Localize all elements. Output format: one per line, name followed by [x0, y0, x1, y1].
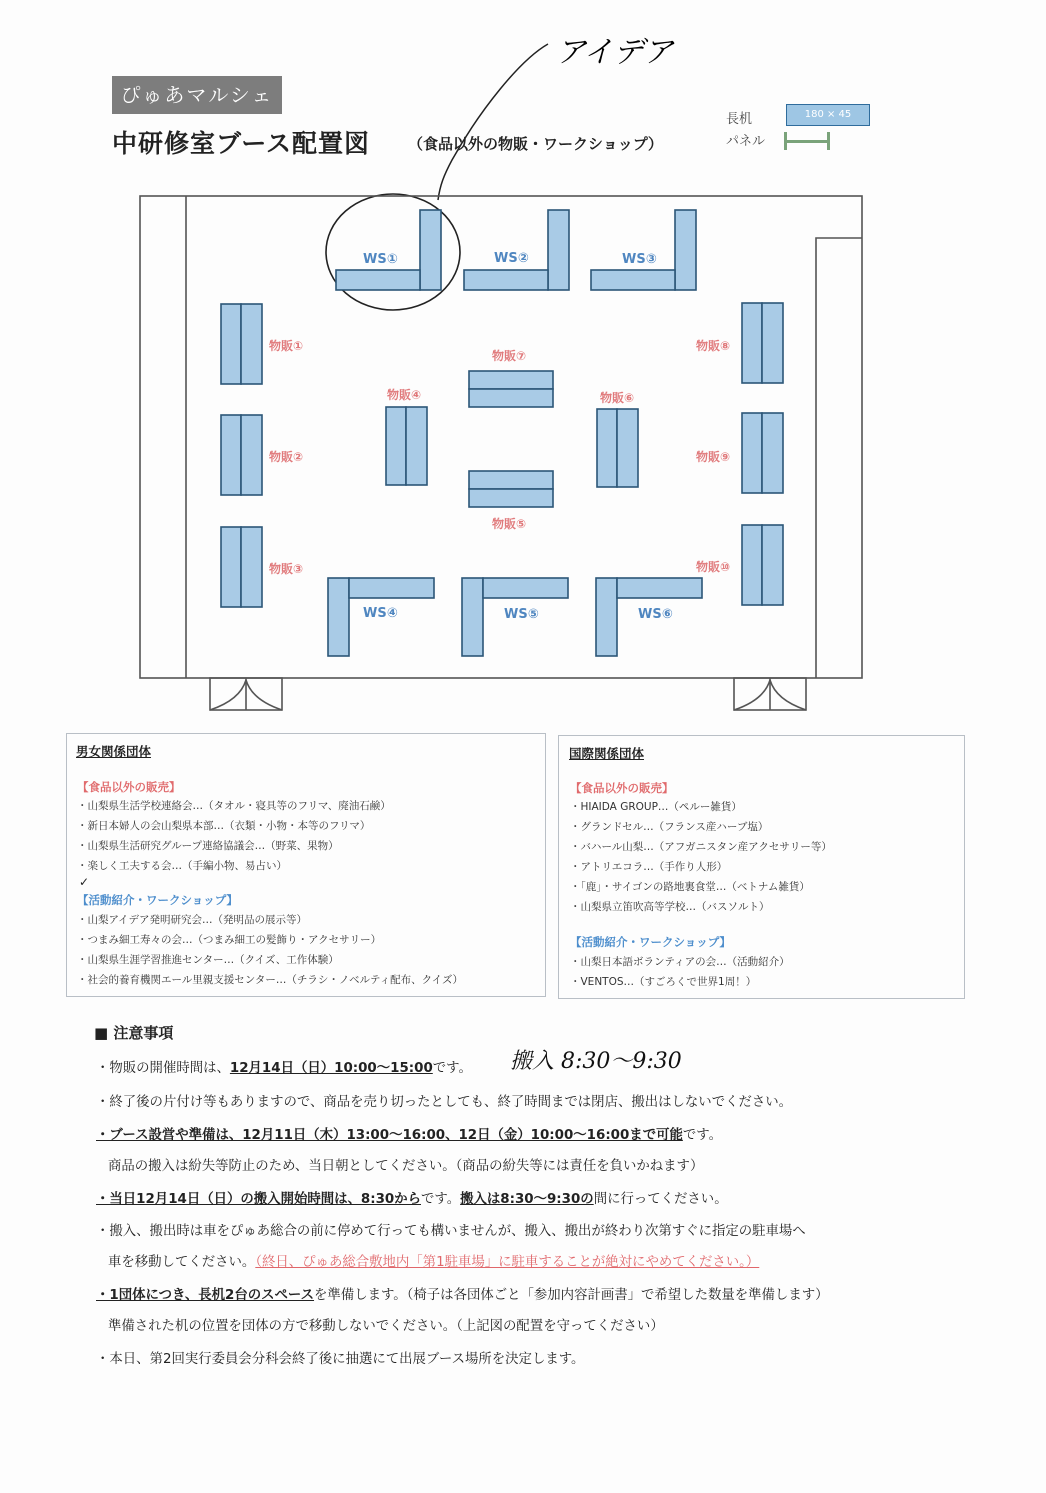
- category-workshop: 【活動紹介・ワークショップ】: [570, 935, 731, 949]
- page-title: 中研修室ブース配置図: [112, 129, 371, 158]
- note-6-detail: 準備された机の位置を団体の方で移動しないでください。（上記図の配置を守ってください）: [108, 1319, 664, 1334]
- svg-text:物販②: 物販②: [269, 450, 304, 464]
- svg-text:物販⑥: 物販⑥: [600, 391, 635, 405]
- panel-legend-label: パネル: [726, 134, 766, 149]
- svg-text:物販③: 物販③: [269, 562, 304, 576]
- ws-booth-6: [596, 578, 702, 656]
- svg-text:WS⑥: WS⑥: [638, 607, 673, 622]
- list-item: ・VENTOS…（すごろくで世界1周！）: [570, 976, 757, 988]
- svg-text:WS③: WS③: [622, 252, 657, 267]
- category-sales: 【食品以外の販売】: [570, 781, 674, 795]
- list-item: ・山梨県生涯学習推進センター…（クイズ、工作体験）: [77, 954, 339, 966]
- list-item: ・バハール山梨…（アフガニスタン産アクセサリー等）: [570, 841, 832, 853]
- booth-3: [221, 527, 303, 607]
- left-door: [210, 678, 282, 710]
- booth-2: [221, 415, 303, 495]
- svg-text:物販⑦: 物販⑦: [492, 349, 527, 363]
- booth-5: [469, 471, 553, 531]
- desk-legend-swatch: 180 × 45: [786, 104, 870, 126]
- svg-text:物販⑨: 物販⑨: [696, 450, 731, 464]
- ws-booth-4: [328, 578, 434, 656]
- svg-text:物販⑤: 物販⑤: [492, 517, 527, 531]
- note-7: ・本日、第2回実行委員会分科会終了後に抽選にて出展ブース場所を決定します。: [96, 1352, 585, 1367]
- list-item: ・グランドセル…（フランス産ハーブ塩）: [570, 821, 769, 833]
- svg-text:WS①: WS①: [363, 252, 398, 267]
- booth-7: [469, 348, 553, 407]
- list-item: ・山梨日本語ボランティアの会…（活動紹介）: [570, 956, 790, 968]
- desk-legend-label: 長机: [726, 112, 753, 127]
- annotation-arrow: [438, 44, 548, 200]
- category-workshop: 【活動紹介・ワークショップ】: [77, 893, 238, 907]
- box-title: 男女関係団体: [76, 744, 152, 759]
- event-badge: ぴゅあマルシェ: [112, 76, 282, 114]
- right-door: [734, 678, 806, 710]
- list-item: ・山梨県生活学校連絡会…（タオル・寝具等のフリマ、廃油石鹸）: [77, 800, 391, 812]
- ws-booth-5: [462, 578, 568, 656]
- booth-8: [696, 303, 783, 383]
- svg-text:物販⑩: 物販⑩: [696, 560, 731, 574]
- note-5-detail: 車を移動してください。（終日、ぴゅあ総合敷地内「第1駐車場」に駐車することが絶対にやめてください。）: [108, 1255, 760, 1270]
- list-item: ・山梨県生活研究グループ連絡協議会…（野菜、果物）: [77, 840, 339, 852]
- note-3-detail: 商品の搬入は紛失等防止のため、当日朝としてください。（商品の紛失等には責任を負いかねます）: [108, 1159, 704, 1174]
- page-subtitle: （食品以外の物販・ワークショップ）: [408, 135, 663, 153]
- note-5: ・搬入、搬出時は車をぴゅあ総合の前に停めて行っても構いませんが、搬入、搬出が終わり次第すぐに指定の駐車場へ: [96, 1224, 806, 1239]
- svg-text:WS⑤: WS⑤: [504, 607, 539, 622]
- list-item: ・新日本婦人の会山梨県本部…（衣類・小物・本等のフリマ）: [77, 820, 371, 832]
- svg-text:物販④: 物販④: [387, 388, 422, 402]
- ws-booth-3: [591, 210, 696, 290]
- svg-text:物販①: 物販①: [269, 339, 304, 353]
- booth-10: [696, 525, 783, 605]
- note-4: ・当日12月14日（日）の搬入開始時間は、8:30からです。搬入は8:30～9:30の間に行ってください。: [96, 1192, 728, 1207]
- handwritten-idea: アイデア: [556, 35, 674, 70]
- right-inner-wall: [816, 238, 862, 678]
- note-6: ・1団体につき、長机2台のスペースを準備します。（椅子は各団体ごと「参加内容計画書」で希望した数量を準備します）: [96, 1288, 829, 1303]
- svg-text:物販⑧: 物販⑧: [696, 339, 731, 353]
- booth-1: [221, 304, 303, 384]
- note-3: ・ブース設営や準備は、12月11日（木）13:00～16:00、12日（金）10:00～16:00まで可能です。: [96, 1128, 722, 1143]
- list-item: ・アトリエコラ…（手作り人形）: [570, 861, 728, 873]
- booth-4: [386, 387, 427, 485]
- ws-booth-1: [336, 210, 441, 290]
- booth-9: [696, 413, 783, 493]
- list-item: ・「鹿」・サイゴンの路地裏食堂…（ベトナム雑貨）: [570, 881, 810, 893]
- list-item: ・楽しく工夫する会…（手編小物、易占い）: [77, 860, 287, 872]
- svg-text:WS②: WS②: [494, 251, 529, 266]
- floor-plan: [0, 0, 1046, 720]
- svg-text:WS④: WS④: [363, 606, 398, 621]
- handwritten-carry-in-time: 搬入 8:30～9:30: [510, 1049, 682, 1074]
- domestic-groups-box: [66, 733, 546, 997]
- list-item: ・HIAIDA GROUP…（ペルー雑貨）: [570, 801, 742, 813]
- category-sales: 【食品以外の販売】: [77, 780, 181, 794]
- list-item: ・山梨県立笛吹高等学校…（バスソルト）: [570, 901, 770, 913]
- list-item: ・山梨アイデア発明研究会…（発明品の展示等）: [77, 914, 308, 926]
- list-item: ・社会的養育機関エール里親支援センター…（チラシ・ノベルティ配布、クイズ）: [77, 974, 463, 986]
- international-groups-box: [558, 735, 965, 999]
- note-1: ・物販の開催時間は、12月14日（日）10:00～15:00です。: [96, 1061, 472, 1076]
- booth-6: [597, 390, 638, 487]
- notes-heading: ■ 注意事項: [94, 1024, 174, 1042]
- note-2: ・終了後の片付け等もありますので、商品を売り切ったとしても、終了時間までは閉店、搬出はしないでください。: [96, 1095, 793, 1110]
- ws-booth-2: [464, 210, 569, 290]
- list-item: ・つまみ細工寿々の会…（つまみ細工の髪飾り・アクセサリー）: [77, 934, 382, 946]
- box-title: 国際関係団体: [569, 746, 645, 761]
- check-mark-icon: ✓: [79, 875, 90, 889]
